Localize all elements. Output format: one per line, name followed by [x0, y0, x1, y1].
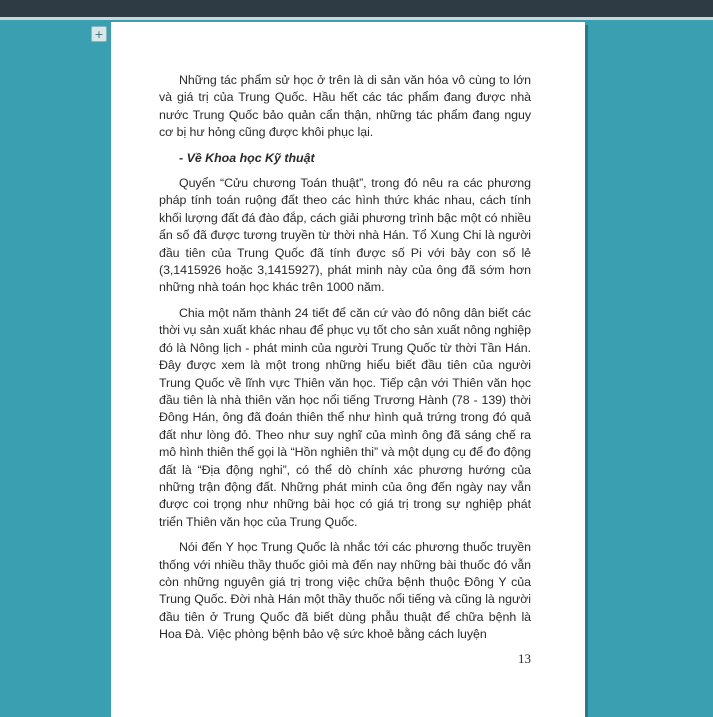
paragraph-medicine: Nói đến Y học Trung Quốc là nhắc tới các phương thuốc truyền thống với nhiều thầy thuốc giỏi mà đến nay những bài thuốc đó vẫn còn những nguyên giá trị trong việc chữa bệnh thuộc Đông Y của Trung Quốc. Đời nhà Hán một thầy thuốc nổi tiếng và cũng là người đầu tiên ở Trung Quốc đã biết dùng phẫu thuật để chữa bệnh là Hoa Đà. Việc phòng bệnh bảo vệ sức khoẻ bằng cách luyện — [159, 540, 531, 642]
paragraph-mathematics: Quyển “Cửu chương Toán thuật”, trong đó nêu ra các phương pháp tính toán ruộng đất theo các hình thức khác nhau, cách tính khối lượng đất đá đào đắp, cách giải phương trình bậc một có nhiều ẩn số đã được tương truyền từ thời nhà Hán. Tổ Xung Chi là người đầu tiên của Trung Quốc đã tính được số Pi với bảy con số lẻ (3,1415926 hoặc 3,1415927), phát minh này của ông đã sớm hơn những nhà toán học khác trên 1000 năm. — [159, 176, 531, 295]
paragraph-historical-works: Những tác phẩm sử học ở trên là di sản văn hóa vô cùng to lớn và giá trị của Trung Quốc. Hầu hết các tác phẩm đang được nhà nước Trung Quốc bảo quản cẩn thận, những tác phẩm đang nguy cơ bị hư hỏng cũng được khôi phục lại. — [159, 73, 531, 140]
page-number: 13 — [518, 651, 531, 666]
paragraph-astronomy: Chia một năm thành 24 tiết để căn cứ vào đó nông dân biết các thời vụ sản xuất khác nhau để phục vụ tốt cho sản xuất nông nghiệp đó là Nông lịch - phát minh của người Trung Quốc từ thời Tần Hán. Đây được xem là một trong những hiểu biết đầu tiên của người Trung Quốc về lĩnh vực Thiên văn học. Tiếp cận với Thiên văn học đầu tiên là nhà thiên văn học nổi tiếng Trương Hành (78 - 139) thời Đông Hán, ông đã đoán thiên thể như hình quả trứng trong đó quả đất như lòng đỏ. Theo như suy nghĩ của mình ông đã sáng chế ra mô hình thiên thể gọi là “Hồn nghiên thi” và một dụng cụ để đo động đất là “Địa động nghi”, có thể dò chính xác phương hướng của những trận động đất. Những phát minh của ông đến ngày nay vẫn được coi trọng như những bài học có giá trị trong sự nghiệp phát triển Thiên văn học của Trung Quốc. — [159, 305, 531, 529]
plus-icon[interactable]: + — [91, 26, 107, 42]
viewer-top-bar — [0, 0, 713, 17]
document-page — [111, 22, 585, 717]
viewer-top-bar-shadow — [0, 17, 713, 20]
section-heading: - Về Khoa học Kỹ thuật — [179, 150, 315, 165]
